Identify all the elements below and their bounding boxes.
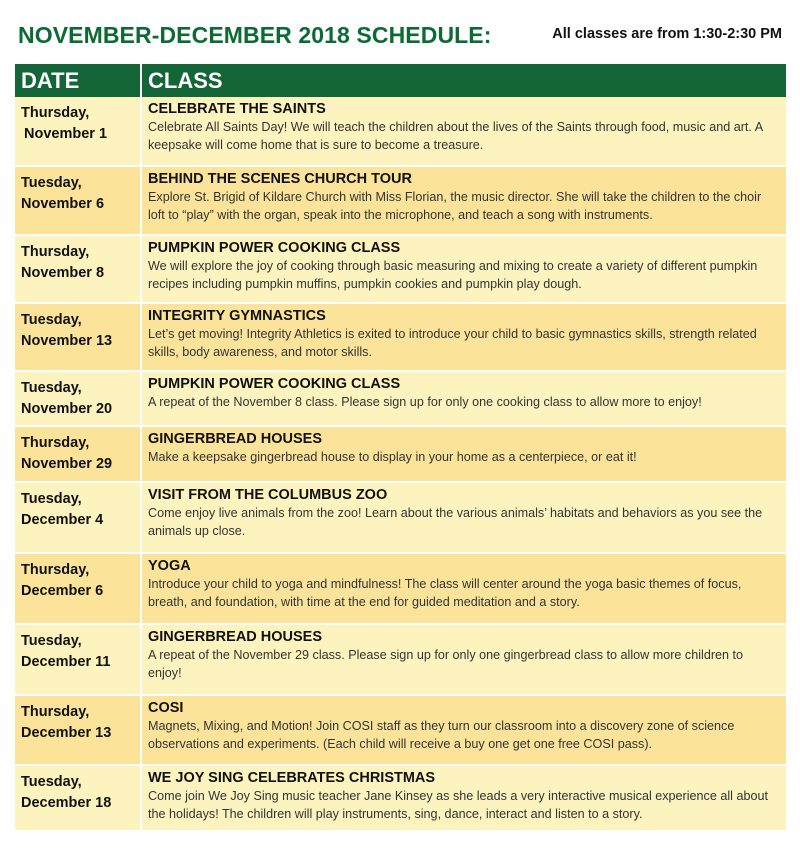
date-cell	[15, 97, 141, 166]
date-cell	[15, 695, 141, 765]
date: December 6	[21, 583, 104, 599]
weekday: Thursday,	[21, 435, 90, 451]
class-title: COSI	[148, 700, 184, 716]
class-cell	[141, 303, 786, 371]
table-row	[15, 765, 786, 831]
class-cell	[141, 235, 786, 303]
date-cell	[15, 765, 141, 831]
class-title: GINGERBREAD HOUSES	[148, 629, 323, 645]
table-row	[15, 426, 786, 482]
date: November 20	[21, 401, 113, 417]
weekday: Tuesday,	[21, 633, 82, 649]
class-cell	[141, 482, 786, 553]
table-row	[15, 166, 786, 235]
date: December 11	[21, 654, 111, 670]
date-cell	[15, 426, 141, 482]
class-cell	[141, 166, 786, 235]
class-cell	[141, 624, 786, 695]
table-header-row	[15, 64, 786, 97]
weekday: Tuesday,	[21, 491, 82, 507]
class-cell	[141, 695, 786, 765]
date-cell	[15, 482, 141, 553]
class-description: Celebrate All Saints Day! We will teach the children about the lives of the Saints through food, music and art. A keepsake will come home that is sure to become a treasure.	[148, 120, 763, 152]
date-cell	[15, 553, 141, 624]
table-row	[15, 624, 786, 695]
class-description: We will explore the joy of cooking through basic measuring and mixing to create a variety of different pumpkin recipes including pumpkin muffins, pumpkin cookies and pumpkin play dough.	[148, 259, 758, 291]
class-description: Come join We Joy Sing music teacher Jane Kinsey as she leads a very interactive musical experience all about the holidays! The children will play instruments, sing, dance, interact and listen to a story.	[148, 789, 768, 821]
date: November 1	[24, 126, 108, 142]
date: December 18	[21, 795, 112, 811]
schedule-table	[15, 64, 786, 832]
date-cell	[15, 166, 141, 235]
class-cell	[141, 97, 786, 166]
date-cell	[15, 371, 141, 426]
class-title: GINGERBREAD HOUSES	[148, 431, 323, 447]
weekday: Thursday,	[21, 105, 90, 121]
class-title: INTEGRITY GYMNASTICS	[148, 308, 326, 324]
page-title: NOVEMBER-DECEMBER 2018 SCHEDULE:	[18, 22, 492, 48]
class-description: Magnets, Mixing, and Motion! Join COSI staff as they turn our classroom into a discovery zone of science observations and experiments. (Each child will receive a buy one get one free COSI pass).	[148, 719, 735, 751]
class-time-note: All classes are from 1:30-2:30 PM	[552, 26, 782, 42]
date: November 13	[21, 333, 113, 349]
class-description: A repeat of the November 8 class. Please sign up for only one cooking class to allow more to enjoy!	[148, 395, 702, 409]
class-title: PUMPKIN POWER COOKING CLASS	[148, 376, 401, 392]
class-cell	[141, 553, 786, 624]
weekday: Tuesday,	[21, 312, 82, 328]
class-description: Come enjoy live animals from the zoo! Learn about the various animals’ habitats and behaviors as you see the animals up close.	[148, 506, 763, 538]
class-description: Let’s get moving! Integrity Athletics is exited to introduce your child to basic gymnastics skills, strength related skills, body awareness, and motor skills.	[148, 327, 757, 359]
class-title: WE JOY SING CELEBRATES CHRISTMAS	[148, 770, 436, 786]
date-cell	[15, 235, 141, 303]
table-row	[15, 235, 786, 303]
class-title: PUMPKIN POWER COOKING CLASS	[148, 240, 401, 256]
class-title: CELEBRATE THE SAINTS	[148, 101, 326, 117]
class-title: VISIT FROM THE COLUMBUS ZOO	[148, 487, 388, 503]
class-cell	[141, 765, 786, 831]
class-description: Explore St. Brigid of Kildare Church with Miss Florian, the music director. She will take the children to the choir loft to “play” with the organ, speak into the microphone, and teach a song with instruments.	[148, 190, 762, 222]
date-cell	[15, 303, 141, 371]
weekday: Thursday,	[21, 704, 90, 720]
weekday: Thursday,	[21, 244, 90, 260]
table-row	[15, 695, 786, 765]
class-title: BEHIND THE SCENES CHURCH TOUR	[148, 171, 412, 187]
table-row	[15, 371, 786, 426]
class-title: YOGA	[148, 558, 191, 574]
date-cell	[15, 624, 141, 695]
table-row	[15, 482, 786, 553]
date: November 29	[21, 456, 113, 472]
date: December 4	[21, 512, 104, 528]
date: December 13	[21, 725, 112, 741]
table-row	[15, 97, 786, 166]
date: November 8	[21, 265, 105, 281]
class-description: Introduce your child to yoga and mindfulness! The class will center around the yoga basic themes of focus, breath, and foundation, with time at the end for guided meditation and a story.	[148, 577, 742, 609]
table-row	[15, 553, 786, 624]
class-description: Make a keepsake gingerbread house to display in your home as a centerpiece, or eat it!	[148, 450, 637, 464]
column-header-class: CLASS	[141, 64, 786, 97]
class-description: A repeat of the November 29 class. Please sign up for only one gingerbread class to allow more children to enjoy!	[148, 648, 744, 680]
date: November 6	[21, 196, 105, 212]
table-row	[15, 303, 786, 371]
column-header-date: DATE	[15, 64, 141, 97]
class-cell	[141, 371, 786, 426]
weekday: Thursday,	[21, 562, 90, 578]
class-cell	[141, 426, 786, 482]
weekday: Tuesday,	[21, 380, 82, 396]
weekday: Tuesday,	[21, 175, 82, 191]
weekday: Tuesday,	[21, 774, 82, 790]
